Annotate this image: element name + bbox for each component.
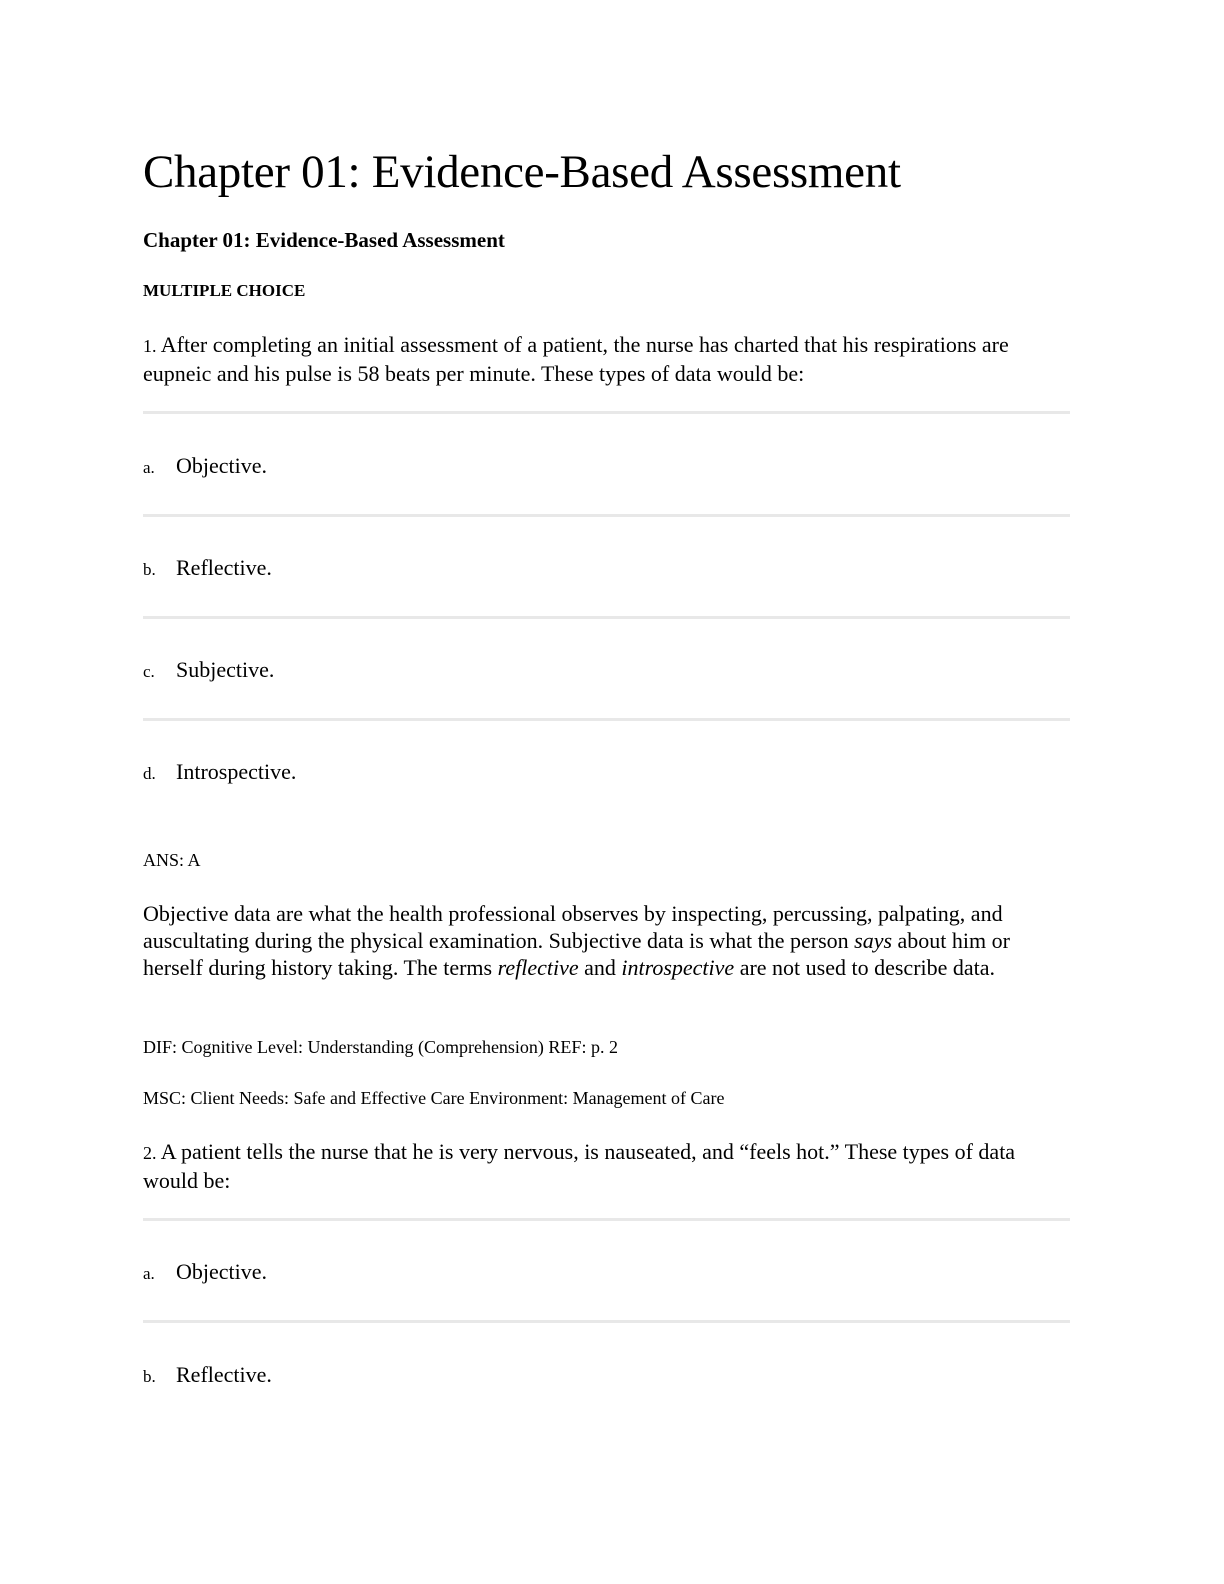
option-text: Introspective.: [176, 759, 297, 784]
option-letter: b.: [143, 560, 156, 579]
question-1-option-d[interactable]: [143, 759, 296, 788]
rationale-text: Objective data are what the health professional observes by inspecting, percussing, palpating, and auscultating during the physical examination. Subjective data is what the person: [143, 901, 1003, 953]
question-number: 2.: [143, 1143, 157, 1163]
rationale-text: are not used to describe data.: [734, 955, 996, 980]
question-1-option-a[interactable]: [143, 453, 267, 482]
difficulty-reference: DIF: Cognitive Level: Understanding (Comprehension) REF: p. 2: [143, 1037, 618, 1057]
option-text: Subjective.: [176, 657, 275, 682]
question-text: After completing an initial assessment of a patient, the nurse has charted that his respirations are eupneic and his pulse is 58 beats per minute. These types of data would be:: [143, 332, 1009, 386]
question-text: A patient tells the nurse that he is very nervous, is nauseated, and “feels hot.” These types of data would be:: [143, 1139, 1016, 1193]
option-letter: b.: [143, 1367, 156, 1386]
chapter-subtitle: Chapter 01: Evidence-Based Assessment: [143, 228, 505, 252]
rationale-emphasis: reflective: [497, 955, 579, 980]
rationale-emphasis: introspective: [621, 955, 735, 980]
question-number: 1.: [143, 336, 157, 356]
answer-key: ANS: A: [143, 850, 201, 870]
question-1-stem: [143, 331, 1070, 387]
client-needs: MSC: Client Needs: Safe and Effective Care Environment: Management of Care: [143, 1088, 725, 1108]
option-text: Reflective.: [176, 1362, 272, 1387]
section-heading: MULTIPLE CHOICE: [143, 281, 306, 300]
option-text: Objective.: [176, 453, 268, 478]
option-letter: c.: [143, 662, 155, 681]
question-2-stem: [143, 1138, 1070, 1194]
option-text: Objective.: [176, 1259, 268, 1284]
question-1-option-b[interactable]: [143, 555, 272, 584]
option-divider: [143, 1218, 1070, 1221]
rationale-text: and: [578, 955, 622, 980]
option-letter: d.: [143, 764, 156, 783]
question-1-option-c[interactable]: [143, 657, 274, 686]
document-title: Chapter 01: Evidence-Based Assessment: [143, 146, 901, 198]
option-divider: [143, 1320, 1070, 1323]
answer-rationale: [143, 900, 1070, 981]
option-text: Reflective.: [176, 555, 272, 580]
option-divider: [143, 616, 1070, 619]
option-divider: [143, 514, 1070, 517]
option-letter: a.: [143, 1264, 155, 1283]
option-divider: [143, 411, 1070, 414]
rationale-text: about him or herself during history taking. The terms: [143, 928, 1010, 980]
question-2-option-a[interactable]: [143, 1259, 267, 1288]
question-2-option-b[interactable]: [143, 1362, 272, 1391]
option-letter: a.: [143, 458, 155, 477]
option-divider: [143, 718, 1070, 721]
rationale-emphasis: says: [854, 928, 893, 953]
